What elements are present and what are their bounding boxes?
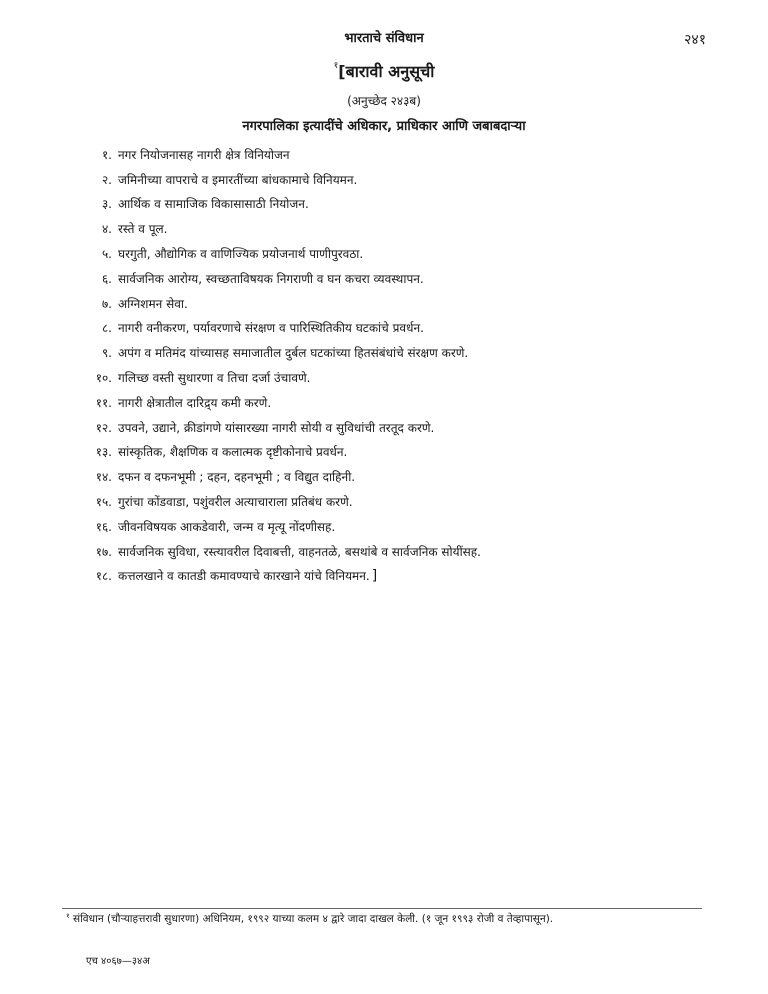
item-number: २. (101, 172, 112, 187)
item-text: जमिनीच्या वापराचे व इमारतींच्या बांधकामाचे विनियमन. (118, 172, 358, 187)
item-text: उपवने, उद्याने, क्रीडांगणे यांसारख्या नागरी सोयी व सुविधांची तरतूद करणे. (118, 420, 435, 435)
footnote-marker: १ (333, 61, 339, 71)
list-item (78, 415, 698, 440)
item-number: १४. (95, 470, 112, 485)
item-text: अग्निशमन सेवा. (118, 296, 188, 311)
item-text: नगर नियोजनासह नागरी क्षेत्र विनियोजन (118, 147, 290, 162)
item-text (118, 567, 698, 584)
item-text: नागरी वनीकरण, पर्यावरणाचे संरक्षण व पारिस्थितिकीय घटकांचे प्रवर्धन. (118, 321, 424, 336)
list-item (78, 489, 698, 514)
list-item (78, 514, 698, 539)
item-text: अपंग व मतिमंद यांच्यासह समाजातील दुर्बल घटकांच्या हितसंबंधांचे संरक्षण करणे. (118, 346, 469, 361)
list-item (78, 241, 698, 266)
article-reference: (अनुच्छेद २४३ब) (347, 94, 421, 108)
item-number: ५. (101, 247, 112, 262)
list-item (78, 390, 698, 415)
page-number: २४१ (684, 32, 706, 48)
list-item (78, 216, 698, 241)
print-code: एच ४०६७—३४अ (86, 956, 150, 967)
list-item (78, 440, 698, 465)
list-item (78, 564, 698, 589)
item-number: १५. (95, 495, 112, 510)
schedule-title-text: बारावी अनुसूची (345, 62, 435, 81)
item-number: ७. (101, 296, 112, 311)
item-number: १०. (95, 371, 112, 386)
item-number: १३. (95, 445, 112, 460)
item-number: ६. (101, 271, 112, 286)
footnote-divider (62, 908, 702, 909)
item-text: नागरी क्षेत्रातील दारिद्र्य कमी करणे. (118, 395, 272, 410)
item-number: १६. (95, 519, 112, 534)
item-number: ३. (101, 197, 112, 212)
footnote-number: १ (66, 912, 70, 920)
running-title: भारताचे संविधान (344, 31, 424, 46)
list-item (78, 539, 698, 564)
close-bracket: ] (371, 568, 378, 585)
item-text: रस्ते व पूल. (118, 222, 168, 237)
open-bracket: [ (338, 62, 346, 81)
item-number: ११. (95, 395, 112, 410)
item-number: १८. (95, 569, 112, 584)
list-item (78, 167, 698, 192)
list-item (78, 365, 698, 390)
item-text: गलिच्छ वस्ती सुधारणा व तिचा दर्जा उंचावणे. (118, 371, 311, 386)
item-text: गुरांचा कोंडवाडा, पशुंवरील अत्याचाराला प्रतिबंध करणे. (118, 495, 353, 510)
schedule-title (0, 60, 768, 82)
footnote (66, 912, 716, 926)
item-number: १. (101, 147, 112, 162)
item-text-content: कत्तलखाने व कातडी कमावण्याचे कारखाने यांचे विनियमन. (118, 569, 370, 584)
item-number: १२. (95, 420, 112, 435)
list-item (78, 316, 698, 341)
list-item (78, 192, 698, 217)
schedule-items-list (78, 142, 698, 588)
item-text: आर्थिक व सामाजिक विकासासाठी नियोजन. (118, 197, 309, 212)
item-text: सार्वजनिक आरोग्य, स्वच्छताविषयक निगराणी व घन कचरा व्यवस्थापन. (118, 271, 424, 286)
item-text: सार्वजनिक सुविधा, रस्त्यावरील दिवाबत्ती, वाहनतळे, बसथांबे व सार्वजनिक सोयींसह. (118, 544, 481, 559)
list-item (78, 266, 698, 291)
item-number: ८. (101, 321, 112, 336)
item-text: सांस्कृतिक, शैक्षणिक व कलात्मक दृष्टीकोनाचे प्रवर्धन. (118, 445, 348, 460)
schedule-heading: नगरपालिका इत्यादींचे अधिकार, प्राधिकार आणि जबाबदाऱ्या (242, 119, 526, 134)
list-item (78, 464, 698, 489)
footnote-text: संविधान (चौऱ्याहत्तरावी सुधारणा) अधिनियम, १९९२ याच्या कलम ४ द्वारे जादा दाखल केली. (१ जून १९९३ रोजी व तेव्हापासून). (72, 913, 554, 925)
list-item (78, 340, 698, 365)
list-item (78, 291, 698, 316)
item-text: घरगुती, औद्योगिक व वाणिज्यिक प्रयोजनार्थ पाणीपुरवठा. (118, 247, 364, 262)
list-item (78, 142, 698, 167)
item-number: १७. (95, 544, 112, 559)
item-number: ४. (101, 222, 112, 237)
item-text: दफन व दफनभूमी ; दहन, दहनभूमी ; व विद्युत दाहिनी. (118, 470, 356, 485)
item-text: जीवनविषयक आकडेवारी, जन्म व मृत्यू नोंदणीसह. (118, 519, 336, 534)
item-number: ९. (101, 346, 112, 361)
